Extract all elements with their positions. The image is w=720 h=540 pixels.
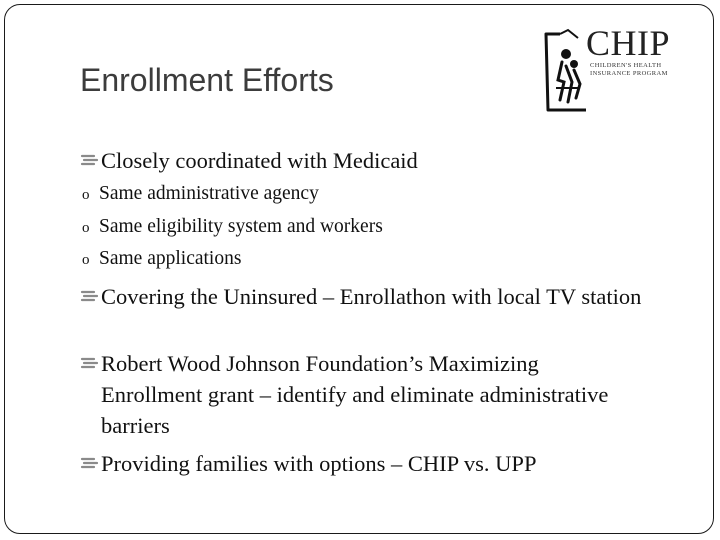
bullet-3 — [80, 348, 620, 441]
bullet-marker-icon — [80, 355, 102, 371]
bullet-3-text: Robert Wood Johnson Foundation’s Maximizing Enrollment grant – identify and eliminate administrative barriers — [101, 351, 609, 438]
bullet-1-text: Closely coordinated with Medicaid — [101, 148, 418, 173]
bullet-4 — [80, 448, 680, 479]
sub-bullet-2 — [82, 214, 383, 241]
bullet-2-text: Covering the Uninsured – Enrollathon with local TV station — [101, 284, 642, 309]
bullet-2 — [80, 281, 660, 312]
bullet-4-text: Providing families with options – CHIP vs. UPP — [101, 451, 537, 476]
logo-wordmark: CHIP — [586, 23, 671, 63]
bullet-1 — [80, 145, 600, 176]
sub-bullet-marker: o — [82, 187, 90, 203]
bullet-marker-icon — [80, 152, 102, 168]
sub-bullet-marker: o — [82, 220, 90, 236]
sub-bullet-1 — [82, 181, 319, 208]
sub-bullet-3 — [82, 246, 241, 273]
slide-title: Enrollment Efforts — [80, 62, 334, 98]
sub-bullet-1-text: Same administrative agency — [99, 183, 319, 204]
sub-bullet-3-text: Same applications — [99, 248, 242, 269]
bullet-marker-icon — [80, 455, 102, 471]
bullet-marker-icon — [80, 288, 102, 304]
sub-bullet-marker: o — [82, 252, 90, 268]
sub-bullet-2-text: Same eligibility system and workers — [99, 216, 383, 237]
logo-subtitle: CHILDREN'S HEALTH INSURANCE PROGRAM — [590, 62, 668, 77]
